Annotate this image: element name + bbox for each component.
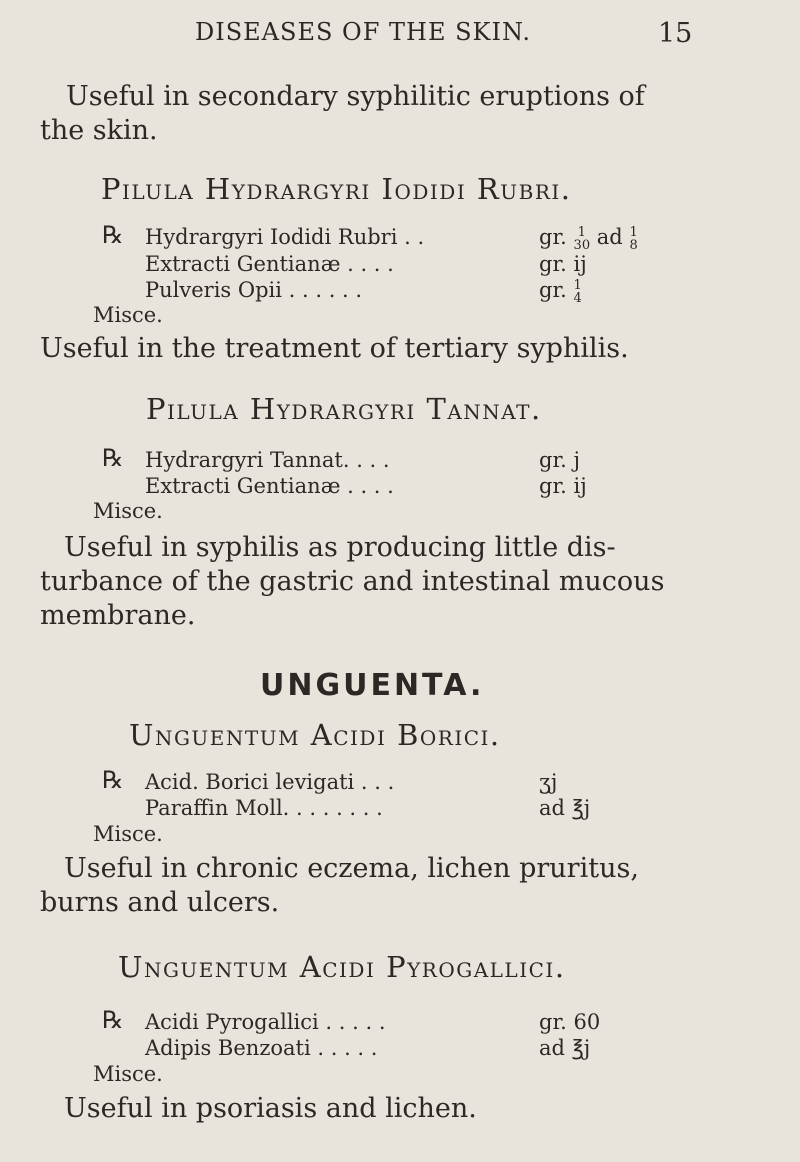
formula-2-note-line-3: membrane. [40, 600, 196, 631]
ingredient-name: Pulveris Opii . . . . . . [145, 278, 363, 302]
ingredient-name: Adipis Benzoati . . . . . [145, 1036, 378, 1060]
fraction: 1 30 [573, 224, 591, 253]
ingredient-name: Hydrargyri Iodidi Rubri . . [145, 225, 425, 249]
formula-4-ingredient-2 [0, 1035, 800, 1063]
prescription-symbol: ℞ [102, 766, 124, 794]
formula-4-title: Unguentum Acidi Pyrogallici. [118, 950, 566, 984]
formula-1-title: Pilula Hydrargyri Iodidi Rubri. [101, 172, 572, 206]
formula-1-ingredient-3 [0, 277, 800, 305]
prescription-symbol: ℞ [102, 444, 124, 472]
formula-3-ingredient-2 [0, 795, 800, 823]
prescription-symbol: ℞ [102, 1006, 124, 1034]
formula-2-note-line-2: turbance of the gastric and intestinal mucous [40, 566, 665, 597]
ingredient-name: Extracti Gentianæ . . . . [145, 474, 394, 498]
ingredient-name: Acid. Borici levigati . . . [145, 770, 395, 794]
formula-2-title: Pilula Hydrargyri Tannat. [146, 392, 542, 426]
formula-2-note-line-1: Useful in syphilis as producing little dis- [64, 532, 616, 563]
ingredient-name: Extracti Gentianæ . . . . [145, 252, 394, 276]
formula-1-ingredient-2 [0, 251, 800, 279]
formula-4-note: Useful in psoriasis and lichen. [64, 1093, 477, 1124]
formula-4-misce: Misce. [93, 1062, 163, 1086]
formula-2-misce: Misce. [93, 499, 163, 523]
formula-1-note: Useful in the treatment of tertiary syphilis. [40, 333, 629, 364]
ingredient-dose: gr. 1 4 [539, 277, 582, 306]
ingredient-name: Acidi Pyrogallici . . . . . [145, 1010, 386, 1034]
ingredient-dose: ad ℥j [539, 796, 591, 820]
fraction: 1 8 [629, 224, 638, 253]
ingredient-dose: ad ℥j [539, 1036, 591, 1060]
formula-4-ingredient-1 [0, 1006, 800, 1037]
formula-2-ingredient-1 [0, 444, 800, 475]
ingredient-dose: gr. ij [539, 474, 587, 498]
formula-3-note-line-1: Useful in chronic eczema, lichen pruritus, [64, 853, 639, 884]
ingredient-name: Hydrargyri Tannat. . . . [145, 448, 390, 472]
prescription-symbol: ℞ [102, 221, 124, 249]
formula-1-ingredient-1 [0, 221, 800, 253]
section-heading: UNGUENTA. [260, 668, 485, 703]
formula-1-misce: Misce. [93, 303, 163, 327]
intro-line-2: the skin. [40, 115, 158, 146]
formula-3-note-line-2: burns and ulcers. [40, 887, 280, 918]
ingredient-dose: gr. 60 [539, 1010, 601, 1034]
formula-3-title: Unguentum Acidi Borici. [129, 718, 501, 752]
ingredient-dose: gr. 1 30 ad 1 8 [539, 224, 638, 253]
fraction: 1 4 [573, 277, 582, 306]
formula-2-ingredient-2 [0, 473, 800, 501]
ingredient-dose: gr. ij [539, 252, 587, 276]
page-header [0, 16, 800, 56]
formula-3-misce: Misce. [93, 822, 163, 846]
page-number: 15 [658, 18, 693, 49]
ingredient-name: Paraffin Moll. . . . . . . . [145, 796, 383, 820]
formula-3-ingredient-1 [0, 766, 800, 797]
running-title: DISEASES OF THE SKIN. [195, 18, 532, 46]
intro-line-1: Useful in secondary syphilitic eruptions of [66, 81, 645, 112]
ingredient-dose: gr. j [539, 448, 581, 472]
ingredient-dose: ʒj [539, 770, 558, 794]
